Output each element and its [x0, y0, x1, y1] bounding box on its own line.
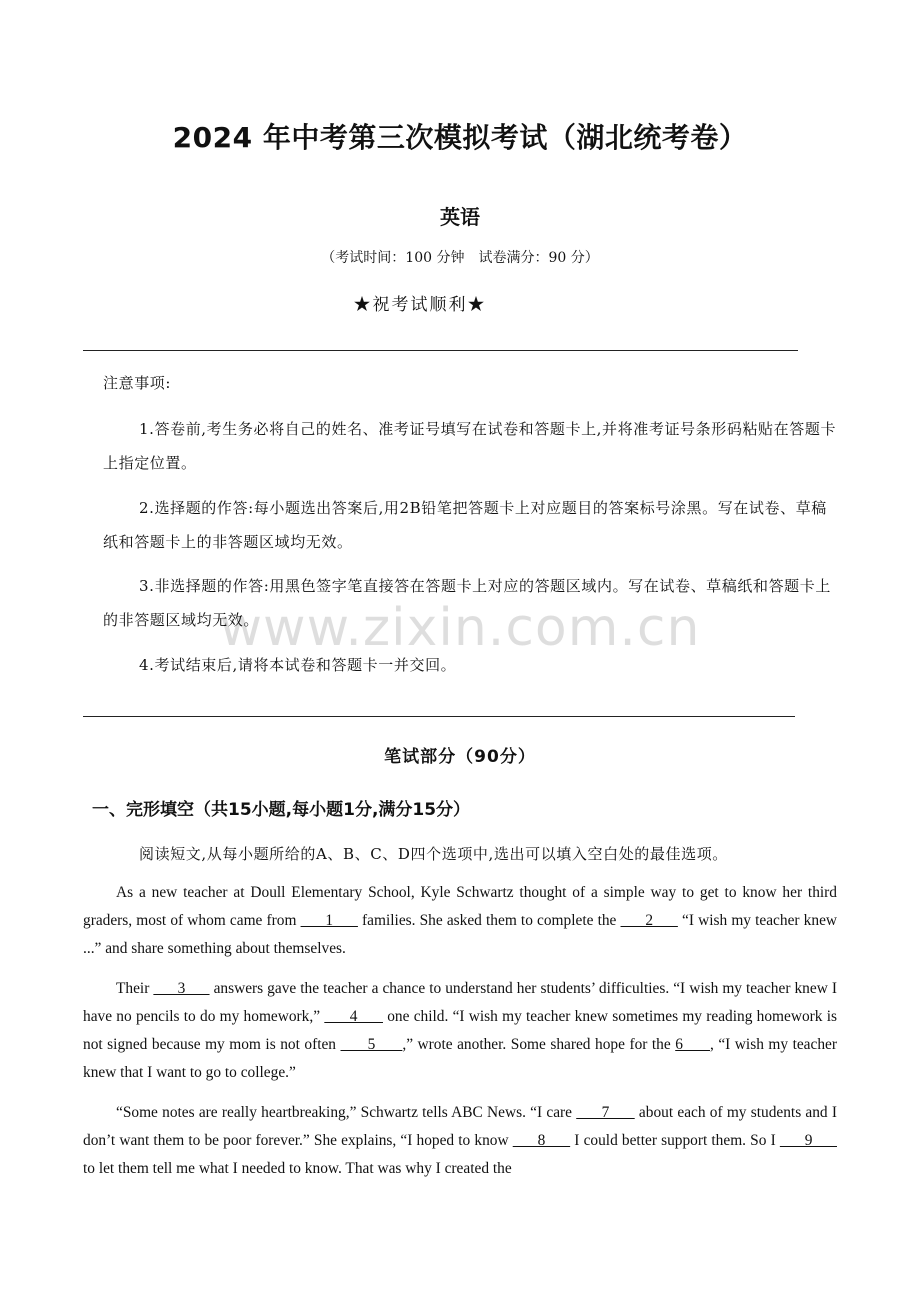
- passage-paragraph-2: [83, 975, 837, 1087]
- notice-title: 注意事项:: [103, 374, 172, 392]
- passage-text: As a new teacher at Doull Elementary School, Kyle Schwartz thought of a simple way to get to know her third graders, most of whom came from: [83, 884, 837, 929]
- watermark: www.zixin.com.cn: [219, 598, 701, 658]
- passage-text: Their: [116, 980, 154, 997]
- passage-paragraph-1: [83, 879, 837, 963]
- exam-info: （考试时间：100 分钟 试卷满分：90 分）: [321, 250, 599, 266]
- blank-8: 8: [512, 1132, 571, 1149]
- good-luck-line: ★祝考试顺利★: [353, 295, 487, 315]
- passage-text: I could better support them. So I: [570, 1132, 780, 1149]
- divider-bottom: [83, 716, 795, 717]
- subject-heading: 英语: [440, 205, 480, 229]
- blank-9: 9: [779, 1132, 837, 1149]
- blank-5: 5: [340, 1036, 403, 1053]
- section-title: 笔试部分（90分）: [384, 747, 536, 767]
- blank-3: 3: [153, 980, 210, 997]
- passage-text: answers gave the teacher a chance to understand her students’ difficulties. “I wish my teacher knew I have no pencils to do my homework,”: [83, 980, 837, 1025]
- notice-item-2: 2.选择题的作答:每小题选出答案后,用2B铅笔把答题卡上对应题目的答案标号涂黑。写在试卷、草稿纸和答题卡上的非答题区域均无效。: [103, 499, 827, 551]
- passage-text: one child. “I wish my teacher knew sometimes my reading homework is not signed because my mom is not often: [83, 1008, 837, 1053]
- passage-text: ,” wrote another. Some shared hope for the: [402, 1036, 676, 1053]
- part-title: 一、完形填空（共15小题,每小题1分,满分15分）: [92, 800, 471, 820]
- notice-item-4: 4.考试结束后,请将本试卷和答题卡一并交回。: [139, 656, 457, 674]
- notice-item-1: 1.答卷前,考生务必将自己的姓名、准考证号填写在试卷和答题卡上,并将准考证号条形码粘贴在答题卡上指定位置。: [103, 420, 837, 472]
- passage-text: to let them tell me what I needed to know. That was why I created the: [83, 1160, 512, 1177]
- passage-paragraph-3: [83, 1099, 837, 1183]
- blank-1: 1: [300, 912, 358, 929]
- exam-title: 2024 年中考第三次模拟考试（湖北统考卷）: [172, 121, 748, 154]
- passage-text: families. She asked them to complete the: [357, 912, 621, 929]
- passage-text: “I wish my teacher knew ...” and share something about themselves.: [83, 912, 838, 957]
- notice-item-3: 3.非选择题的作答:用黑色签字笔直接答在答题卡上对应的答题区域内。写在试卷、草稿纸和答题卡上的非答题区域均无效。: [103, 577, 831, 629]
- passage-text: “Some notes are really heartbreaking,” Schwartz tells ABC News. “I care: [116, 1104, 577, 1121]
- divider-top: [83, 350, 798, 351]
- blank-2: 2: [620, 912, 678, 929]
- passage-text: about each of my students and I don’t want them to be poor forever.” She explains, “I hoped to know: [83, 1104, 837, 1149]
- passage-text: , “I wish my teacher knew that I want to go to college.”: [83, 1036, 837, 1081]
- part-instruction: 阅读短文,从每小题所给的A、B、C、D四个选项中,选出可以填入空白处的最佳选项。: [139, 845, 728, 863]
- blank-7: 7: [576, 1104, 635, 1121]
- blank-4: 4: [324, 1008, 383, 1025]
- blank-6: 6: [675, 1036, 710, 1053]
